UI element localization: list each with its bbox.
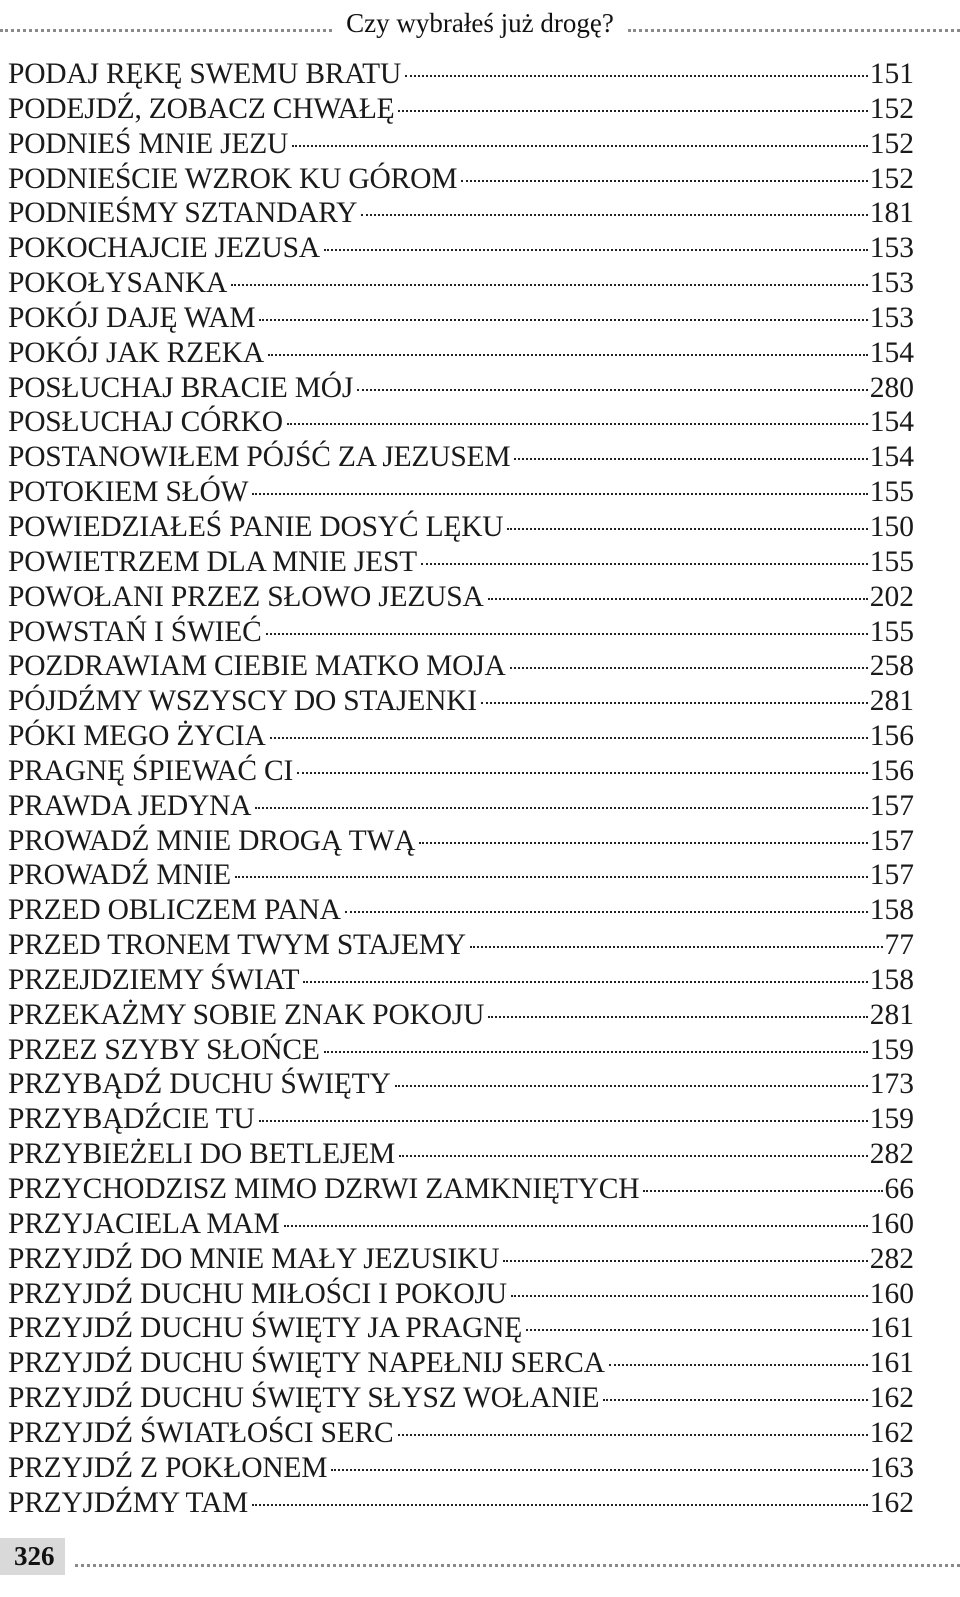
- entry-title: PODNIEŚCIE WZROK KU GÓROM: [8, 162, 458, 195]
- entry-page-number: 153: [869, 301, 914, 334]
- dot-leader: [609, 1364, 868, 1366]
- entry-page-number: 281: [869, 685, 914, 718]
- entry-page-number: 160: [869, 1277, 914, 1310]
- entry-page-number: 154: [869, 406, 914, 439]
- entry-page-number: 156: [869, 754, 914, 787]
- dot-leader: [488, 1016, 868, 1018]
- index-entry: [8, 1486, 914, 1521]
- entry-title: POKOŁYSANKA: [8, 267, 228, 300]
- entry-page-number: 280: [869, 371, 914, 404]
- dot-leader: [345, 911, 868, 913]
- index-entry: [8, 231, 914, 266]
- index-entry: [8, 266, 914, 301]
- index-entry: [8, 1416, 914, 1451]
- dot-leader: [270, 737, 868, 739]
- entry-title: PRZEZ SZYBY SŁOŃCE: [8, 1033, 320, 1066]
- index-entry: [8, 1137, 914, 1172]
- entry-title: PROWADŹ MNIE DROGĄ TWĄ: [8, 824, 416, 857]
- page-number: 326: [0, 1538, 65, 1575]
- entry-title: PRZED TRONEM TWYM STAJEMY: [8, 929, 466, 962]
- entry-page-number: 154: [869, 336, 914, 369]
- index-entry: [8, 998, 914, 1033]
- dot-leader: [357, 389, 868, 391]
- entry-title: PÓJDŹMY WSZYSCY DO STAJENKI: [8, 685, 477, 718]
- entry-title: PODNIEŚMY SZTANDARY: [8, 197, 358, 230]
- index-entry: [8, 754, 914, 789]
- index-entry: [8, 1033, 914, 1068]
- footer-dotted-rule: [75, 1560, 960, 1567]
- entry-page-number: 155: [869, 545, 914, 578]
- entry-page-number: 66: [884, 1173, 914, 1205]
- entry-title: PÓKI MEGO ŻYCIA: [8, 720, 266, 753]
- dot-leader: [235, 876, 868, 878]
- entry-title: POTOKIEM SŁÓW: [8, 476, 249, 509]
- entry-page-number: 155: [869, 615, 914, 648]
- dot-leader: [488, 598, 868, 600]
- index-entry: [8, 1067, 914, 1102]
- index-entry: [8, 162, 914, 197]
- entry-page-number: 158: [869, 894, 914, 927]
- dot-leader: [287, 423, 868, 425]
- index-entry: [8, 1102, 914, 1137]
- entry-page-number: 258: [869, 650, 914, 683]
- index-entry: [8, 1207, 914, 1242]
- index-entry: [8, 719, 914, 754]
- index-entry: [8, 1242, 914, 1277]
- entry-title: PRZYJDŹ DUCHU ŚWIĘTY SŁYSZ WOŁANIE: [8, 1382, 600, 1415]
- index-entry: [8, 615, 914, 650]
- entry-page-number: 157: [869, 824, 914, 857]
- index-entry: [8, 57, 914, 92]
- index-entry: [8, 127, 914, 162]
- dot-leader: [461, 180, 867, 182]
- index-entry: [8, 824, 914, 859]
- entry-title: POKÓJ DAJĘ WAM: [8, 301, 256, 334]
- entry-title: PROWADŹ MNIE: [8, 859, 231, 892]
- dot-leader: [421, 563, 868, 565]
- entry-page-number: 282: [869, 1242, 914, 1275]
- entry-title: POSŁUCHAJ BRACIE MÓJ: [8, 371, 354, 404]
- entry-page-number: 159: [869, 1033, 914, 1066]
- entry-title: PRZYJDŹ DUCHU ŚWIĘTY JA PRAGNĘ: [8, 1312, 523, 1345]
- entry-title: PRZYJACIELA MAM: [8, 1207, 280, 1240]
- dot-leader: [252, 1504, 868, 1506]
- song-index-list: [8, 57, 914, 1520]
- entry-page-number: 77: [884, 929, 914, 962]
- dot-leader: [231, 284, 868, 286]
- dot-leader: [255, 807, 867, 809]
- entry-title: POSTANOWIŁEM PÓJŚĆ ZA JEZUSEM: [8, 441, 511, 474]
- entry-title: PRZYBĄDŹ DUCHU ŚWIĘTY: [8, 1068, 391, 1101]
- index-entry: [8, 649, 914, 684]
- entry-page-number: 162: [869, 1416, 914, 1449]
- entry-title: PRZEJDZIEMY ŚWIAT: [8, 963, 300, 996]
- index-entry: [8, 963, 914, 998]
- dot-leader: [507, 528, 867, 530]
- index-entry: [8, 858, 914, 893]
- entry-page-number: 162: [869, 1382, 914, 1415]
- entry-page-number: 155: [869, 476, 914, 509]
- entry-title: POZDRAWIAM CIEBIE MATKO MOJA: [8, 650, 506, 683]
- dot-leader: [331, 1469, 867, 1471]
- entry-page-number: 157: [869, 859, 914, 892]
- entry-title: POWIETRZEM DLA MNIE JEST: [8, 545, 417, 578]
- entry-title: PODAJ RĘKĘ SWEMU BRATU: [8, 58, 402, 90]
- entry-title: PRZYJDŹMY TAM: [8, 1486, 249, 1519]
- dot-leader: [252, 493, 868, 495]
- index-entry: [8, 1451, 914, 1486]
- entry-title: POKOCHAJCIE JEZUSA: [8, 232, 320, 265]
- dot-leader: [603, 1399, 867, 1401]
- entry-page-number: 154: [869, 441, 914, 474]
- entry-page-number: 161: [869, 1347, 914, 1380]
- index-entry: [8, 684, 914, 719]
- dot-leader: [324, 249, 868, 251]
- entry-page-number: 181: [869, 197, 914, 230]
- entry-page-number: 163: [869, 1451, 914, 1484]
- dot-leader: [259, 1120, 868, 1122]
- index-entry: [8, 1346, 914, 1381]
- entry-title: PRZYJDŹ ŚWIATŁOŚCI SERC: [8, 1416, 394, 1449]
- header-dotted-rule-left: [0, 25, 332, 32]
- entry-page-number: 153: [869, 232, 914, 265]
- entry-title: PRZYCHODZISZ MIMO DZRWI ZAMKNIĘTYCH: [8, 1173, 640, 1205]
- dot-leader: [303, 981, 867, 983]
- index-entry: [8, 510, 914, 545]
- page-footer: [0, 1536, 960, 1576]
- entry-page-number: 150: [869, 510, 914, 543]
- entry-title: PRZYJDŹ DUCHU MIŁOŚCI I POKOJU: [8, 1277, 507, 1310]
- entry-title: PRZEKAŻMY SOBIE ZNAK POKOJU: [8, 998, 485, 1031]
- entry-title: POSŁUCHAJ CÓRKO: [8, 406, 283, 439]
- index-entry: [8, 336, 914, 371]
- entry-page-number: 162: [869, 1486, 914, 1519]
- index-entry: [8, 405, 914, 440]
- entry-page-number: 173: [869, 1068, 914, 1101]
- entry-title: POKÓJ JAK RZEKA: [8, 336, 264, 369]
- entry-title: POWOŁANI PRZEZ SŁOWO JEZUSA: [8, 580, 484, 613]
- entry-page-number: 152: [869, 162, 914, 195]
- entry-title: PRAGNĘ ŚPIEWAĆ CI: [8, 754, 294, 787]
- dot-leader: [292, 145, 868, 147]
- dot-leader: [266, 633, 868, 635]
- dot-leader: [470, 946, 883, 948]
- entry-title: PRZED OBLICZEM PANA: [8, 894, 341, 927]
- entry-page-number: 157: [869, 789, 914, 822]
- header-dotted-rule-right: [628, 25, 960, 32]
- index-entry: [8, 1311, 914, 1346]
- index-entry: [8, 893, 914, 928]
- entry-page-number: 161: [869, 1312, 914, 1345]
- index-entry: [8, 1381, 914, 1416]
- entry-title: PRZYJDŹ DUCHU ŚWIĘTY NAPEŁNIJ SERCA: [8, 1347, 605, 1380]
- index-entry: [8, 1277, 914, 1312]
- dot-leader: [398, 1434, 868, 1436]
- dot-leader: [405, 75, 868, 77]
- header-title: Czy wybrałeś już drogę?: [346, 7, 614, 38]
- dot-leader: [511, 1295, 868, 1297]
- entry-title: PRAWDA JEDYNA: [8, 789, 252, 822]
- dot-leader: [503, 1260, 867, 1262]
- running-header: [0, 4, 960, 42]
- dot-leader: [481, 702, 868, 704]
- index-entry: [8, 371, 914, 406]
- entry-page-number: 282: [869, 1138, 914, 1171]
- dot-leader: [259, 319, 867, 321]
- dot-leader: [324, 1051, 868, 1053]
- entry-page-number: 153: [869, 267, 914, 300]
- entry-title: PRZYBIEŻELI DO BETLEJEM: [8, 1138, 396, 1171]
- entry-title: POWSTAŃ I ŚWIEĆ: [8, 615, 262, 648]
- entry-page-number: 151: [869, 58, 914, 90]
- dot-leader: [526, 1329, 868, 1331]
- entry-title: PRZYBĄDŹCIE TU: [8, 1103, 255, 1136]
- dot-leader: [643, 1190, 882, 1192]
- dot-leader: [510, 667, 868, 669]
- index-entry: [8, 301, 914, 336]
- dot-leader: [399, 1155, 868, 1157]
- entry-page-number: 159: [869, 1103, 914, 1136]
- index-entry: [8, 1172, 914, 1207]
- entry-title: POWIEDZIAŁEŚ PANIE DOSYĆ LĘKU: [8, 510, 504, 543]
- entry-title: PRZYJDŹ Z POKŁONEM: [8, 1451, 328, 1484]
- entry-page-number: 160: [869, 1207, 914, 1240]
- entry-title: PODEJDŹ, ZOBACZ CHWAŁĘ: [8, 92, 395, 125]
- index-entry: [8, 789, 914, 824]
- entry-title: PODNIEŚ MNIE JEZU: [8, 127, 289, 160]
- dot-leader: [419, 842, 868, 844]
- index-entry: [8, 440, 914, 475]
- index-entry: [8, 196, 914, 231]
- entry-page-number: 158: [869, 963, 914, 996]
- index-entry: [8, 580, 914, 615]
- entry-page-number: 152: [869, 92, 914, 125]
- index-entry: [8, 475, 914, 510]
- entry-title: PRZYJDŹ DO MNIE MAŁY JEZUSIKU: [8, 1242, 500, 1275]
- dot-leader: [514, 458, 867, 460]
- entry-page-number: 202: [869, 580, 914, 613]
- dot-leader: [268, 354, 868, 356]
- entry-page-number: 152: [869, 127, 914, 160]
- dot-leader: [361, 214, 868, 216]
- entry-page-number: 156: [869, 720, 914, 753]
- entry-page-number: 281: [869, 998, 914, 1031]
- dot-leader: [284, 1225, 868, 1227]
- index-entry: [8, 928, 914, 963]
- dot-leader: [297, 772, 868, 774]
- dot-leader: [395, 1085, 868, 1087]
- index-entry: [8, 545, 914, 580]
- dot-leader: [398, 110, 867, 112]
- index-entry: [8, 92, 914, 127]
